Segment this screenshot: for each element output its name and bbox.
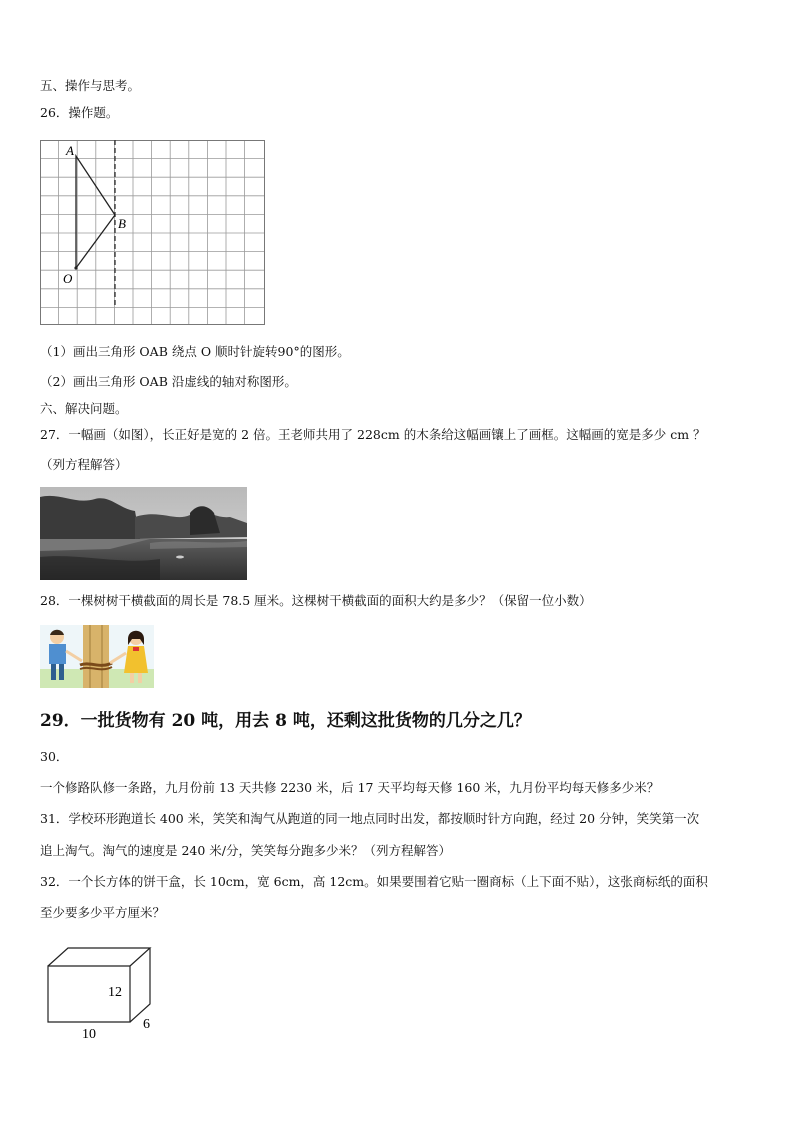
section-5-heading: 五、操作与思考。 [40, 78, 141, 93]
q28-tree-measuring-image [40, 625, 154, 688]
q30-text: 一个修路队修一条路，九月份前 13 天共修 2230 米，后 17 天平均每天修 160 米，九月份平均每天修多少米？ [40, 780, 660, 795]
q28-text: 28．一棵树树干横截面的周长是 78.5 厘米。这棵树干横截面的面积大约是多少？（保留一位小数） [40, 593, 592, 608]
q30-number: 30． [40, 749, 69, 764]
section-6-heading: 六、解决问题。 [40, 401, 128, 416]
dimension-height: 12 [108, 985, 122, 1000]
label-b: B [118, 216, 126, 231]
q32-cuboid-figure [46, 946, 166, 1041]
q31-line1: 31．学校环形跑道长 400 米，笑笑和淘气从跑道的同一地点同时出发，都按顺时针方向跑，经过 20 分钟，笑笑第一次 [40, 811, 700, 826]
q26-part1: （1）画出三角形 OAB 绕点 O 顺时针旋转90°的图形。 [40, 344, 350, 359]
q26-part2: （2）画出三角形 OAB 沿虚线的轴对称图形。 [40, 374, 297, 389]
q27-note: （列方程解答） [40, 457, 128, 472]
q26-title: 26．操作题。 [40, 105, 119, 120]
q32-line1: 32．一个长方体的饼干盒，长 10cm，宽 6cm，高 12cm。如果要围着它贴一圈商标（上下面不贴），这张商标纸的面积 [40, 874, 708, 889]
q29-text: 29．一批货物有 20 吨，用去 8 吨，还剩这批货物的几分之几？ [40, 711, 531, 731]
q27-text: 27．一幅画（如图），长正好是宽的 2 倍。王老师共用了 228cm 的木条给这幅画镶上了画框。这幅画的宽是多少 cm ？ [40, 427, 706, 442]
point-o-dot [74, 266, 77, 269]
dimension-length: 10 [82, 1027, 96, 1042]
q31-line2: 追上淘气。淘气的速度是 240 米/分，笑笑每分跑多少米？（列方程解答） [40, 843, 452, 858]
label-o: O [63, 271, 73, 286]
dimension-width: 6 [143, 1017, 150, 1032]
q32-line2: 至少要多少平方厘米？ [40, 905, 166, 920]
q26-grid-figure [40, 140, 266, 326]
label-a: A [66, 143, 74, 158]
q27-landscape-image [40, 487, 247, 580]
